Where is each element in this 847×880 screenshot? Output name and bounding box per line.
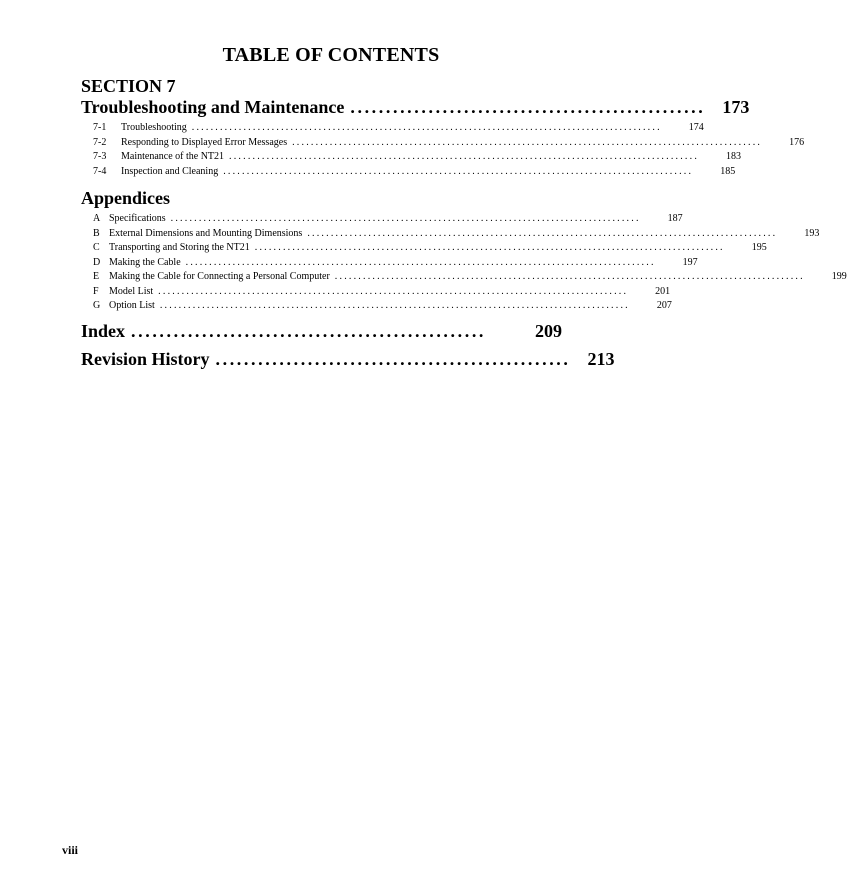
page-number: 183 bbox=[726, 151, 742, 162]
page-number: 185 bbox=[720, 165, 736, 177]
dot-leader: .................................................................................................... bbox=[334, 271, 805, 282]
page-number: 209 bbox=[535, 320, 562, 341]
entry-title: Responding to Displayed Error Messages bbox=[121, 136, 288, 148]
entry-title: Option List bbox=[109, 300, 155, 311]
section-title: Troubleshooting and Maintenance bbox=[81, 97, 345, 117]
toc-entry-appendix-b[interactable] bbox=[93, 227, 820, 242]
page-number: 195 bbox=[751, 242, 767, 253]
toc-entry-appendix-e[interactable] bbox=[93, 270, 847, 285]
dot-leader: .................................................................................................... bbox=[158, 285, 629, 297]
toc-entry-7-3[interactable] bbox=[93, 150, 742, 165]
entry-title: Making the Cable for Connecting a Personal Computer bbox=[109, 271, 330, 282]
page-number: 207 bbox=[656, 300, 672, 311]
page-number: 174 bbox=[688, 122, 704, 133]
toc-entry-7-1[interactable] bbox=[93, 121, 704, 136]
appendices-heading[interactable]: Appendices bbox=[81, 188, 171, 208]
toc-entry-7-2[interactable] bbox=[93, 136, 805, 151]
dot-leader: .................................................................................................... bbox=[159, 300, 630, 311]
entry-letter: B bbox=[93, 227, 100, 239]
table-of-contents bbox=[81, 76, 847, 370]
dot-leader: .................................................................................................... bbox=[307, 227, 778, 239]
index-title: Index bbox=[81, 320, 126, 341]
page-title: TABLE OF CONTENTS bbox=[222, 44, 440, 66]
entry-letter: A bbox=[93, 213, 101, 224]
entry-letter: F bbox=[93, 285, 99, 297]
entry-letter: C bbox=[93, 242, 100, 253]
toc-entry-index[interactable] bbox=[81, 320, 562, 342]
entry-number: 7-3 bbox=[93, 151, 107, 162]
page-number: 199 bbox=[831, 271, 847, 282]
dot-leader: .................................................................................................... bbox=[191, 122, 662, 133]
dot-leader: .................................................................................................... bbox=[170, 213, 641, 224]
entry-title: Inspection and Cleaning bbox=[121, 165, 219, 177]
toc-entry-section-7[interactable] bbox=[81, 96, 750, 118]
entry-title: Specifications bbox=[109, 213, 166, 224]
toc-entry-appendix-c[interactable] bbox=[93, 241, 767, 256]
toc-entry-appendix-f[interactable] bbox=[93, 285, 671, 300]
entry-title: Model List bbox=[109, 285, 154, 297]
page-number: 213 bbox=[587, 348, 615, 369]
page-number: 197 bbox=[682, 256, 698, 268]
entry-title: Transporting and Storing the NT21 bbox=[109, 242, 250, 253]
page-number: 187 bbox=[667, 213, 683, 224]
toc-entry-revision-history[interactable] bbox=[81, 348, 615, 370]
entry-title: Maintenance of the NT21 bbox=[121, 151, 225, 162]
dot-leader: .................................................................................................... bbox=[185, 256, 656, 268]
toc-entry-appendix-a[interactable] bbox=[93, 212, 683, 227]
folio-page-number: viii bbox=[62, 843, 79, 857]
page-number: 193 bbox=[804, 227, 820, 239]
dot-leader: .................................................................................................... bbox=[292, 136, 763, 148]
dot-leader: .................................................. bbox=[350, 97, 706, 117]
page-number: 201 bbox=[655, 285, 671, 297]
appendices-list bbox=[93, 212, 847, 314]
entry-number: 7-4 bbox=[93, 165, 107, 177]
entry-title: External Dimensions and Mounting Dimensions bbox=[109, 227, 303, 239]
section-label: SECTION 7 bbox=[81, 76, 176, 96]
section-7-subsections bbox=[93, 121, 805, 179]
dot-leader: .................................................. bbox=[131, 320, 487, 341]
dot-leader: .................................................................................................... bbox=[229, 151, 700, 162]
dot-leader: .................................................. bbox=[215, 348, 571, 369]
toc-entry-appendix-d[interactable] bbox=[93, 256, 698, 271]
entry-title: Troubleshooting bbox=[121, 122, 187, 133]
toc-entry-7-4[interactable] bbox=[93, 165, 736, 180]
revision-history-title: Revision History bbox=[81, 348, 210, 369]
entry-letter: D bbox=[93, 256, 101, 268]
dot-leader: .................................................................................................... bbox=[254, 242, 725, 253]
dot-leader: .................................................................................................... bbox=[223, 165, 694, 177]
toc-entry-appendix-g[interactable] bbox=[93, 299, 672, 314]
entry-number: 7-1 bbox=[93, 122, 107, 133]
entry-title: Making the Cable bbox=[109, 256, 181, 268]
page-number: 173 bbox=[722, 97, 750, 117]
entry-letter: G bbox=[93, 300, 101, 311]
entry-number: 7-2 bbox=[93, 136, 107, 148]
page-number: 176 bbox=[789, 136, 805, 148]
entry-letter: E bbox=[93, 271, 100, 282]
